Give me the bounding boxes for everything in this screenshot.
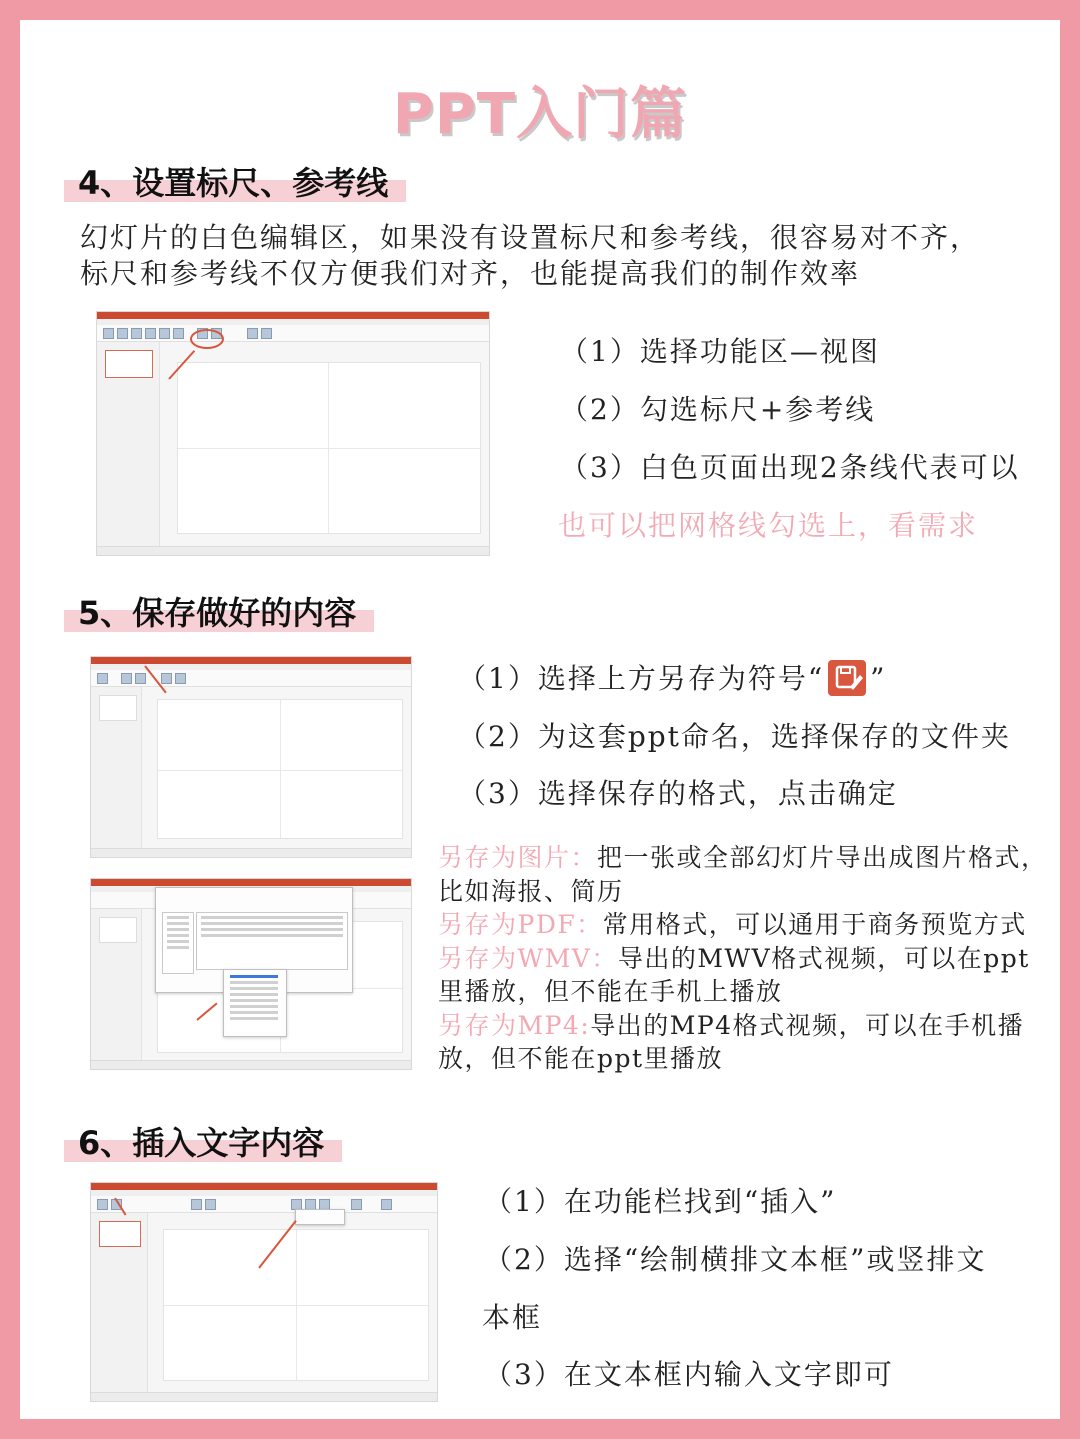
format-image: 另存为图片：把一张或全部幻灯片导出成图片格式，比如海报、简历 bbox=[438, 843, 1048, 906]
format-mp4: 另存为MP4:导出的MP4格式视频，可以在手机播放，但不能在ppt里播放 bbox=[438, 1010, 1025, 1073]
section-4-intro bbox=[80, 220, 1060, 292]
section-4-step-2: （2）勾选标尺+参考线 bbox=[560, 393, 876, 426]
intro-line-2: 标尺和参考线不仅方便我们对齐，也能提高我们的制作效率 bbox=[80, 257, 861, 290]
format-pdf: 另存为PDF：常用格式，可以通用于商务预览方式 bbox=[438, 910, 1027, 939]
page-title: PPT入门篇 bbox=[392, 82, 688, 147]
save-formats-list bbox=[438, 841, 1050, 1076]
section-6-step-2: （2）选择“绘制横排文本框”或竖排文 bbox=[484, 1243, 987, 1276]
intro-line-1: 幻灯片的白色编辑区，如果没有设置标尺和参考线，很容易对不齐， bbox=[80, 221, 981, 254]
section-6-step-3: （3）在文本框内输入文字即可 bbox=[484, 1358, 894, 1391]
screenshot-save-dialog bbox=[90, 878, 412, 1070]
section-4-step-3: （3）白色页面出现2条线代表可以 bbox=[560, 451, 1020, 484]
screenshot-insert-textbox bbox=[90, 1182, 438, 1402]
section-5-step-2: （2）为这套ppt命名，选择保存的文件夹 bbox=[458, 720, 1011, 753]
section-4-step-1: （1）选择功能区—视图 bbox=[560, 335, 880, 368]
section-6-heading: 6、插入文字内容 bbox=[78, 1118, 324, 1164]
format-wmv: 另存为WMV：导出的MWV格式视频，可以在ppt里播放，但不能在手机上播放 bbox=[438, 943, 1030, 1006]
section-5-step-3: （3）选择保存的格式，点击确定 bbox=[458, 777, 898, 810]
save-as-icon bbox=[828, 660, 866, 696]
screenshot-save-icon bbox=[90, 656, 412, 858]
section-5-step-1: （1）选择上方另存为符号“ ” bbox=[458, 657, 886, 699]
section-6-step-2-cont: 本框 bbox=[482, 1301, 543, 1334]
section-4-note: 也可以把网格线勾选上，看需求 bbox=[558, 509, 979, 542]
section-6-step-1: （1）在功能栏找到“插入” bbox=[484, 1185, 837, 1218]
screenshot-view-ruler bbox=[96, 311, 490, 556]
section-4-heading: 4、设置标尺、参考线 bbox=[78, 158, 388, 204]
section-5-heading: 5、保存做好的内容 bbox=[78, 588, 356, 634]
